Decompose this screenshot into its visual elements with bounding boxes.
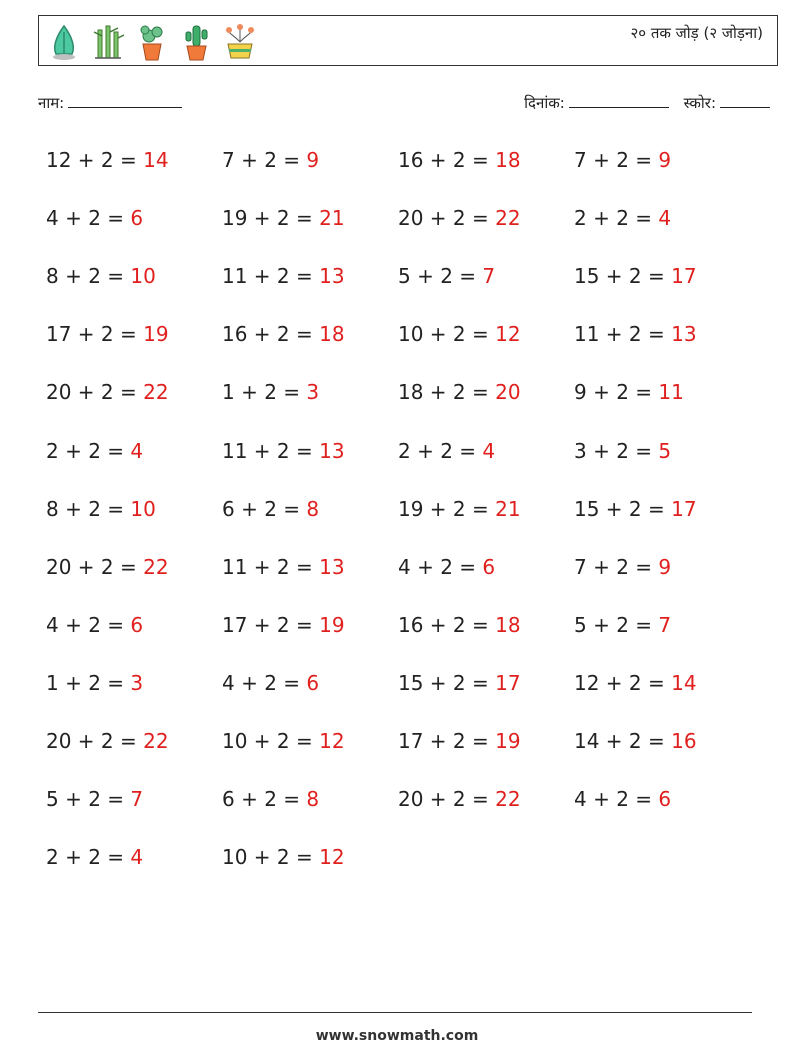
problem-item [222, 377, 319, 407]
problem-question: 2 + 2 = [46, 845, 131, 870]
problem-answer: 3 [306, 380, 320, 405]
problem-answer: 7 [482, 264, 496, 289]
problem-item [46, 784, 143, 814]
problem-item [574, 726, 697, 756]
problem-item [46, 842, 143, 872]
problem-answer: 9 [658, 554, 672, 579]
footer-divider [38, 1012, 752, 1013]
bamboo-icon [91, 22, 125, 62]
problem-item [398, 203, 521, 233]
cactus-icon [179, 22, 213, 62]
problem-item [222, 668, 319, 698]
problem-question: 17 + 2 = [46, 322, 144, 347]
problem-item [46, 377, 169, 407]
problem-answer: 22 [143, 729, 169, 753]
problem-item [398, 494, 521, 524]
problem-item [46, 726, 169, 756]
problem-item [46, 494, 156, 524]
problem-question: 8 + 2 = [46, 496, 131, 521]
problem-answer: 18 [319, 322, 345, 347]
tree-icon [47, 22, 81, 62]
problem-question: 20 + 2 = [46, 380, 144, 405]
problem-item [222, 726, 345, 756]
problem-answer: 9 [306, 148, 320, 172]
problem-answer: 10 [130, 496, 156, 521]
problem-answer: 12 [319, 845, 345, 870]
problem-answer: 17 [495, 670, 521, 695]
problem-item [398, 377, 521, 407]
problem-item [398, 145, 521, 175]
problem-answer: 22 [495, 206, 521, 231]
problem-item [222, 842, 345, 872]
problem-question: 17 + 2 = [222, 612, 320, 637]
problem-item [46, 610, 143, 640]
problem-item [574, 203, 671, 233]
problem-item [222, 145, 319, 175]
problem-question: 11 + 2 = [574, 322, 672, 347]
problem-item [398, 319, 521, 349]
name-field [38, 93, 182, 113]
problem-item [398, 784, 521, 814]
problem-item [46, 203, 143, 233]
icon-strip [47, 22, 257, 62]
problem-question: 16 + 2 = [398, 148, 496, 172]
problem-item [574, 145, 671, 175]
problem-answer: 20 [495, 380, 521, 405]
problem-question: 7 + 2 = [574, 148, 659, 172]
problem-question: 14 + 2 = [574, 729, 672, 753]
problem-answer: 21 [495, 496, 521, 521]
problem-answer: 17 [671, 264, 697, 289]
problem-item [574, 377, 684, 407]
problem-question: 20 + 2 = [46, 729, 144, 753]
problem-question: 7 + 2 = [222, 148, 307, 172]
problem-answer: 13 [319, 554, 345, 579]
problem-answer: 22 [495, 787, 521, 812]
problem-item [574, 668, 697, 698]
problem-item [398, 610, 521, 640]
problem-item [398, 726, 521, 756]
problem-item [398, 668, 521, 698]
problem-question: 20 + 2 = [398, 787, 496, 812]
problem-item [222, 784, 319, 814]
problem-question: 20 + 2 = [46, 554, 144, 579]
problem-answer: 10 [130, 264, 156, 289]
problem-question: 15 + 2 = [398, 670, 496, 695]
problem-item [46, 668, 143, 698]
problem-question: 5 + 2 = [398, 264, 483, 289]
problem-answer: 19 [495, 729, 521, 753]
problem-item [574, 436, 671, 466]
problem-answer: 16 [671, 729, 697, 753]
problem-answer: 7 [130, 787, 144, 812]
problem-question: 3 + 2 = [574, 438, 659, 463]
worksheet-title: २० तक जोड़ (२ जोड़ना) [630, 24, 763, 42]
problem-question: 6 + 2 = [222, 496, 307, 521]
problem-answer: 14 [671, 670, 697, 695]
problem-item [574, 552, 671, 582]
problem-question: 11 + 2 = [222, 438, 320, 463]
problem-answer: 6 [658, 787, 672, 812]
problem-question: 1 + 2 = [46, 670, 131, 695]
problem-question: 4 + 2 = [222, 670, 307, 695]
problem-answer: 22 [143, 554, 169, 579]
problem-answer: 7 [658, 612, 672, 637]
problem-question: 19 + 2 = [222, 206, 320, 231]
problem-item [222, 436, 345, 466]
problem-answer: 17 [671, 496, 697, 521]
problem-item [222, 261, 345, 291]
problem-question: 15 + 2 = [574, 496, 672, 521]
problem-item [46, 145, 169, 175]
problem-question: 12 + 2 = [574, 670, 672, 695]
problem-answer: 3 [130, 670, 144, 695]
problem-question: 5 + 2 = [574, 612, 659, 637]
problem-answer: 19 [319, 612, 345, 637]
problem-question: 9 + 2 = [574, 380, 659, 405]
problem-question: 5 + 2 = [46, 787, 131, 812]
problem-item [574, 494, 697, 524]
problem-question: 19 + 2 = [398, 496, 496, 521]
problem-item [222, 203, 345, 233]
date-score-field [524, 93, 770, 113]
problem-answer: 6 [130, 612, 144, 637]
problem-question: 15 + 2 = [574, 264, 672, 289]
name-blank[interactable] [68, 93, 182, 108]
flower-pot-icon [223, 22, 257, 62]
problem-item [222, 319, 345, 349]
problem-item [222, 552, 345, 582]
problem-item [222, 610, 345, 640]
problem-answer: 6 [306, 670, 320, 695]
problem-question: 10 + 2 = [398, 322, 496, 347]
score-label: स्कोर: [683, 94, 716, 112]
problem-question: 4 + 2 = [398, 554, 483, 579]
problem-question: 16 + 2 = [222, 322, 320, 347]
problem-question: 7 + 2 = [574, 554, 659, 579]
problem-answer: 4 [130, 438, 144, 463]
problem-item [574, 610, 671, 640]
problem-answer: 8 [306, 787, 320, 812]
problem-answer: 12 [495, 322, 521, 347]
problem-question: 10 + 2 = [222, 845, 320, 870]
problem-item [398, 261, 495, 291]
problem-answer: 14 [143, 148, 169, 172]
problem-answer: 6 [130, 206, 144, 231]
problem-question: 2 + 2 = [398, 438, 483, 463]
problem-question: 20 + 2 = [398, 206, 496, 231]
problem-item [46, 436, 143, 466]
problem-question: 4 + 2 = [574, 787, 659, 812]
problem-question: 1 + 2 = [222, 380, 307, 405]
problem-answer: 13 [319, 438, 345, 463]
header-box [38, 15, 778, 66]
problem-answer: 11 [658, 380, 684, 405]
score-blank[interactable] [720, 93, 770, 108]
problem-question: 8 + 2 = [46, 264, 131, 289]
problem-question: 2 + 2 = [574, 206, 659, 231]
problem-item [574, 784, 671, 814]
cactus-pot-icon [135, 22, 169, 62]
problem-question: 17 + 2 = [398, 729, 496, 753]
problem-question: 10 + 2 = [222, 729, 320, 753]
date-label: दिनांक: [524, 94, 565, 112]
problem-answer: 4 [482, 438, 496, 463]
problem-answer: 18 [495, 148, 521, 172]
problem-answer: 4 [130, 845, 144, 870]
problem-item [46, 552, 169, 582]
date-blank[interactable] [569, 93, 669, 108]
problem-item [398, 552, 495, 582]
problem-answer: 22 [143, 380, 169, 405]
problem-question: 16 + 2 = [398, 612, 496, 637]
problem-answer: 4 [658, 206, 672, 231]
name-label: नाम: [38, 94, 65, 112]
problem-item [222, 494, 319, 524]
problem-question: 4 + 2 = [46, 206, 131, 231]
problem-answer: 18 [495, 612, 521, 637]
problem-question: 6 + 2 = [222, 787, 307, 812]
problem-answer: 9 [658, 148, 672, 172]
problem-question: 4 + 2 = [46, 612, 131, 637]
problem-question: 2 + 2 = [46, 438, 131, 463]
footer-website: www.snowmath.com [315, 1028, 479, 1044]
problem-question: 18 + 2 = [398, 380, 496, 405]
problem-item [574, 261, 697, 291]
problem-answer: 6 [482, 554, 496, 579]
problem-item [46, 261, 156, 291]
problem-answer: 5 [658, 438, 672, 463]
problem-question: 11 + 2 = [222, 554, 320, 579]
problem-answer: 21 [319, 206, 345, 231]
problem-answer: 12 [319, 729, 345, 753]
problem-answer: 19 [143, 322, 169, 347]
problem-item [398, 436, 495, 466]
problem-answer: 13 [319, 264, 345, 289]
problem-question: 11 + 2 = [222, 264, 320, 289]
problem-answer: 13 [671, 322, 697, 347]
problem-item [46, 319, 169, 349]
problem-answer: 8 [306, 496, 320, 521]
problem-item [574, 319, 697, 349]
problem-question: 12 + 2 = [46, 148, 144, 172]
